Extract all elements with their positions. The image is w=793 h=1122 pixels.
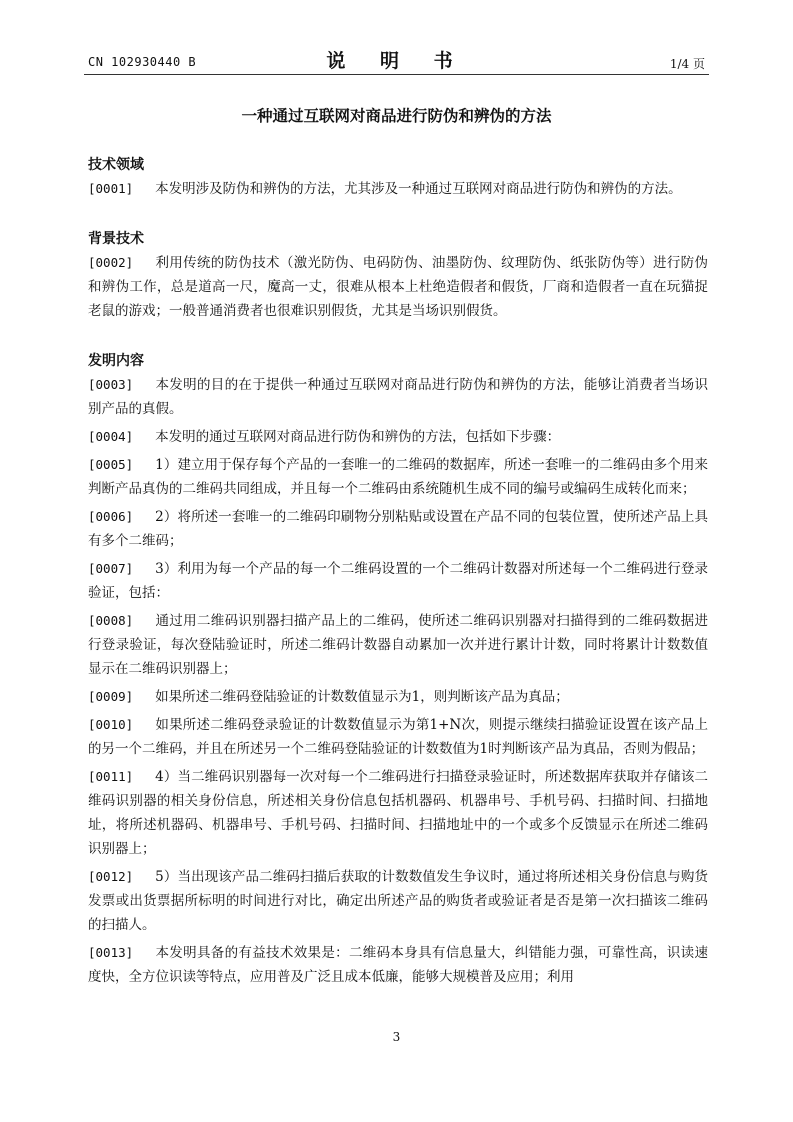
section-heading-background: 背景技术 bbox=[88, 231, 144, 247]
paragraph-text: 2）将所述一套唯一的二维码印刷物分别粘贴或设置在产品不同的包装位置，使所述产品上具有多个二维码； bbox=[88, 509, 708, 549]
paragraph-text: 1）建立用于保存每个产品的一套唯一的二维码的数据库，所述一套唯一的二维码由多个用来判断产品真伪的二维码共同组成，并且每一个二维码由系统随机生成不同的编号或编码生成转化而来； bbox=[88, 457, 708, 497]
paragraph-0013 bbox=[88, 941, 708, 989]
paragraph-0011 bbox=[88, 765, 708, 861]
paragraph-number: [0010] bbox=[88, 717, 134, 732]
document-type: 说 明 书 bbox=[326, 50, 467, 72]
paragraph-number: [0001] bbox=[88, 181, 134, 196]
paragraph-text: 如果所述二维码登陆验证的计数数值显示为1，则判断该产品为真品； bbox=[155, 689, 569, 705]
header-rule bbox=[84, 74, 709, 75]
paragraph-0012 bbox=[88, 865, 708, 937]
document-body bbox=[88, 153, 708, 993]
paragraph-text: 如果所述二维码登录验证的计数数值显示为第1+N次，则提示继续扫描验证设置在该产品上的另一个二维码，并且在所述另一个二维码登陆验证的计数数值为1时判断该产品为真品，否则为假品； bbox=[88, 717, 708, 757]
paragraph-0009 bbox=[88, 685, 708, 709]
paragraph-0004 bbox=[88, 425, 708, 449]
paragraph-0002 bbox=[88, 251, 708, 323]
paragraph-number: [0007] bbox=[88, 561, 134, 576]
paragraph-0001 bbox=[88, 177, 708, 201]
paragraph-0006 bbox=[88, 505, 708, 553]
paragraph-text: 3）利用为每一个产品的每一个二维码设置的一个二维码计数器对所述每一个二维码进行登录验证，包括： bbox=[88, 561, 708, 601]
paragraph-number: [0003] bbox=[88, 377, 134, 392]
section-heading-summary: 发明内容 bbox=[88, 353, 144, 369]
document-title: 一种通过互联网对商品进行防伪和辨伪的方法 bbox=[241, 107, 552, 125]
paragraph-0005 bbox=[88, 453, 708, 501]
paragraph-text: 利用传统的防伪技术（激光防伪、电码防伪、油墨防伪、纹理防伪、纸张防伪等）进行防伪和辨伪工作，总是道高一尺，魔高一丈，很难从根本上杜绝造假者和假货，厂商和造假者一直在玩猫捉老鼠的游戏；一般普通消费者也很难识别假货，尤其是当场识别假货。 bbox=[88, 255, 708, 319]
paragraph-number: [0012] bbox=[88, 869, 134, 884]
paragraph-text: 本发明具备的有益技术效果是：二维码本身具有信息量大，纠错能力强，可靠性高，识读速度快，全方位识读等特点，应用普及广泛且成本低廉，能够大规模普及应用；利用 bbox=[88, 945, 708, 985]
paragraph-0007 bbox=[88, 557, 708, 605]
paragraph-text: 通过用二维码识别器扫描产品上的二维码，使所述二维码识别器对扫描得到的二维码数据进行登录验证，每次登陆验证时，所述二维码计数器自动累加一次并进行累计计数，同时将累计计数数值显示在二维码识别器上； bbox=[88, 613, 708, 677]
page-number: 3 bbox=[392, 1030, 401, 1044]
paragraph-number: [0005] bbox=[88, 457, 134, 472]
page-info: 1/4 页 bbox=[669, 57, 705, 71]
paragraph-text: 4）当二维码识别器每一次对每一个二维码进行扫描登录验证时，所述数据库获取并存储该二维码识别器的相关身份信息，所述相关身份信息包括机器码、机器串号、手机号码、扫描时间、扫描地址，将所述机器码、机器串号、手机号码、扫描时间、扫描地址中的一个或多个反馈显示在所述二维码识别器上； bbox=[88, 769, 708, 857]
paragraph-number: [0013] bbox=[88, 945, 134, 960]
paragraph-text: 本发明的目的在于提供一种通过互联网对商品进行防伪和辨伪的方法，能够让消费者当场识别产品的真假。 bbox=[88, 377, 708, 417]
paragraph-number: [0004] bbox=[88, 429, 134, 444]
paragraph-number: [0009] bbox=[88, 689, 134, 704]
paragraph-number: [0008] bbox=[88, 613, 134, 628]
section-heading-technical-field: 技术领域 bbox=[88, 157, 144, 173]
paragraph-number: [0006] bbox=[88, 509, 134, 524]
paragraph-0003 bbox=[88, 373, 708, 421]
paragraph-text: 本发明的通过互联网对商品进行防伪和辨伪的方法，包括如下步骤： bbox=[155, 429, 561, 445]
paragraph-text: 5）当出现该产品二维码扫描后获取的计数数值发生争议时，通过将所述相关身份信息与购货发票或出货票据所标明的时间进行对比，确定出所述产品的购货者或验证者是否是第一次扫描该二维码的扫描人。 bbox=[88, 869, 708, 933]
paragraph-number: [0002] bbox=[88, 255, 134, 270]
paragraph-number: [0011] bbox=[88, 769, 134, 784]
patent-number: CN 102930440 B bbox=[88, 55, 197, 69]
paragraph-0008 bbox=[88, 609, 708, 681]
paragraph-0010 bbox=[88, 713, 708, 761]
paragraph-text: 本发明涉及防伪和辨伪的方法，尤其涉及一种通过互联网对商品进行防伪和辨伪的方法。 bbox=[155, 181, 682, 197]
